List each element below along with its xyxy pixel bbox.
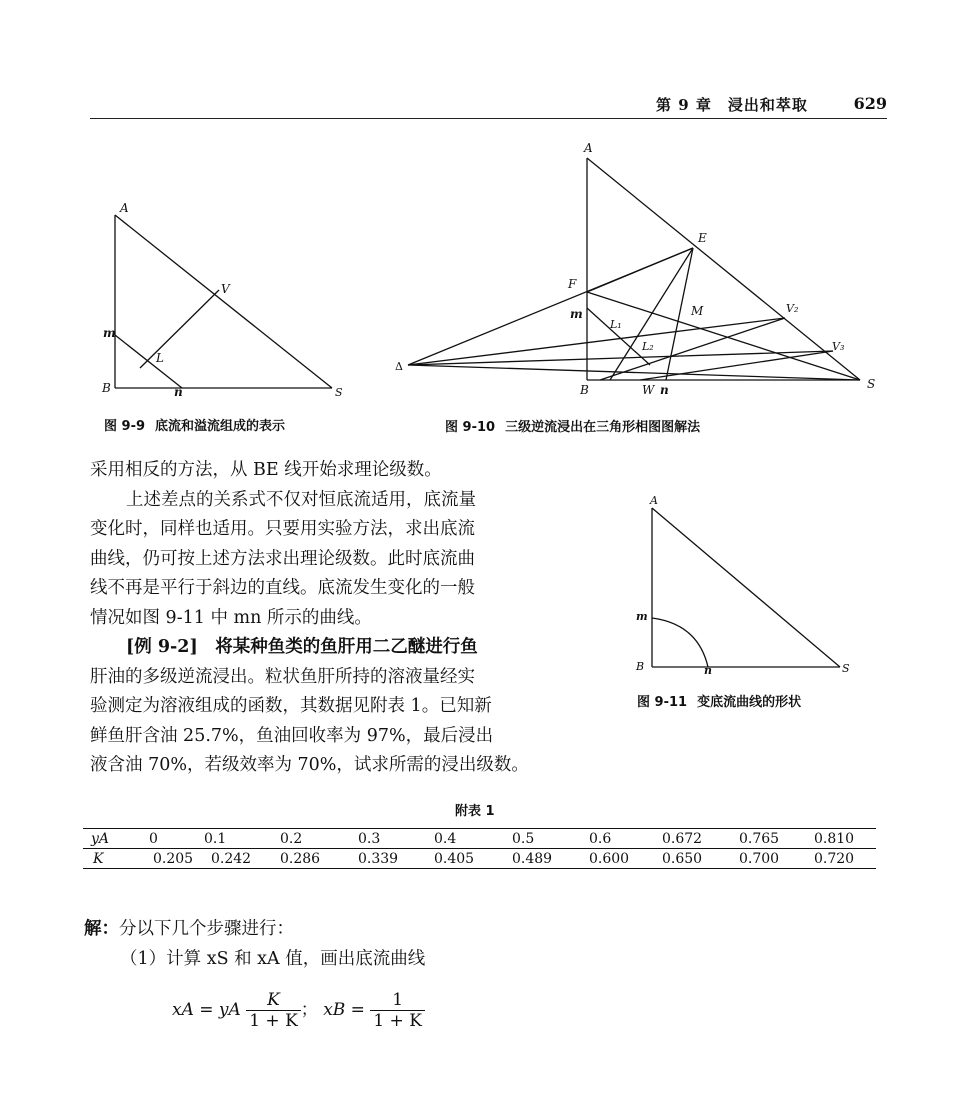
text-line: 验测定为溶液组成的函数，其数据见附表 1。已知新 — [90, 696, 492, 716]
label-m: m — [570, 307, 583, 321]
caption-number: 图 9-11 — [637, 695, 688, 710]
table-title: 附表 1 — [455, 804, 495, 819]
table-row — [83, 849, 876, 869]
text-line: 液含油 70%，若级效率为 70%，试求所需的浸出级数。 — [90, 755, 529, 775]
text-line: 肝油的多级逆流浸出。粒状鱼肝所持的溶液量经实 — [90, 666, 475, 687]
caption-text: 三级逆流浸出在三角形相图图解法 — [505, 420, 701, 435]
table-cell: 0 — [149, 829, 204, 849]
caption-number: 图 9-9 — [104, 419, 146, 434]
page-number: 629 — [853, 94, 887, 113]
text-line: 情况如图 9-11 中 mn 所示的曲线。 — [90, 607, 372, 628]
denominator: 1 + K — [373, 1011, 422, 1031]
label-A: A — [120, 201, 129, 215]
table-cell: 0.600 — [589, 849, 662, 869]
caption-fig-9-10 — [445, 416, 700, 435]
text-line: 上述差点的关系式不仅对恒底流适用，底流量 — [126, 489, 476, 510]
solution-line — [84, 914, 425, 944]
example-heading-line: [例 9-2] 将某种鱼类的鱼肝用二乙醚进行鱼 — [126, 637, 478, 657]
solution-heading: 解： — [84, 919, 119, 939]
separator: ； — [300, 1000, 318, 1020]
table-cell-group — [149, 849, 280, 869]
label-L1: L₁ — [610, 318, 622, 331]
label-n: n — [174, 385, 183, 399]
table-cell: 0.720 — [814, 849, 876, 869]
table-cell: 0.672 — [662, 829, 739, 849]
table-row — [83, 829, 876, 849]
table-cell: 0.810 — [814, 829, 876, 849]
table-cell: 0.2 — [280, 829, 358, 849]
label-V3: V₃ — [832, 340, 845, 353]
label-V: V — [221, 282, 230, 296]
table-cell: 0.339 — [358, 849, 434, 869]
label-B: B — [580, 383, 589, 397]
label-m: m — [636, 610, 648, 623]
table-cell: 0.1 — [204, 829, 280, 849]
table-cell: 0.286 — [280, 849, 358, 869]
table-cell: 0.650 — [662, 849, 739, 869]
table-cell: 0.489 — [512, 849, 589, 869]
label-m: m — [103, 326, 116, 340]
label-V2: V₂ — [786, 302, 799, 315]
row-label: K — [83, 849, 149, 869]
formula — [172, 990, 425, 1031]
label-L2: L₂ — [642, 340, 654, 353]
table-cell: 0.242 — [211, 850, 252, 867]
table-cell: 0.765 — [739, 829, 814, 849]
formula-lhs1: xA = yA — [172, 1000, 241, 1020]
label-A: A — [650, 494, 658, 507]
chapter-title: 第 9 章 浸出和萃取 — [656, 96, 808, 114]
figure-9-9 — [92, 195, 362, 405]
label-S: S — [335, 386, 343, 399]
fraction — [370, 990, 425, 1031]
label-delta: Δ — [395, 360, 403, 373]
fraction — [246, 990, 301, 1031]
solution-block — [84, 914, 425, 974]
label-A: A — [584, 141, 593, 155]
table-cell: 0.700 — [739, 849, 814, 869]
text-line: 变化时，同样也适用。只要用实验方法，求出底流 — [90, 519, 475, 539]
text-line: 采用相反的方法，从 BE 线开始求理论级数。 — [90, 460, 442, 480]
label-F: F — [568, 277, 577, 291]
data-table — [83, 828, 876, 869]
table-cell: 0.4 — [434, 829, 512, 849]
solution-step: （1）计算 xS 和 xA 值，画出底流曲线 — [120, 949, 426, 969]
label-W: W — [642, 383, 655, 397]
body-text — [90, 456, 529, 781]
label-B: B — [636, 660, 645, 673]
numerator: 1 — [370, 990, 425, 1011]
text-line: 鲜鱼肝含油 25.7%，鱼油回收率为 97%，最后浸出 — [90, 725, 494, 746]
caption-fig-9-11 — [637, 691, 801, 710]
solution-intro: 分以下几个步骤进行： — [119, 919, 294, 939]
figure-9-11 — [628, 492, 868, 682]
table-cell: 0.405 — [434, 849, 512, 869]
table-cell: 0.5 — [512, 829, 589, 849]
label-n: n — [704, 664, 712, 677]
denominator: 1 + K — [249, 1011, 298, 1031]
label-S: S — [867, 377, 876, 391]
label-B: B — [102, 381, 111, 395]
label-L: L — [156, 351, 164, 365]
table-cell: 0.3 — [358, 829, 434, 849]
caption-text: 底流和溢流组成的表示 — [155, 419, 286, 434]
caption-fig-9-9 — [104, 415, 285, 434]
caption-text: 变底流曲线的形状 — [697, 695, 802, 710]
row-label: yA — [83, 829, 149, 849]
page-header — [90, 92, 887, 119]
caption-number: 图 9-10 — [445, 420, 496, 435]
label-M: M — [691, 304, 704, 318]
label-E: E — [698, 231, 707, 245]
text-line: 曲线，仍可按上述方法求出理论级数。此时底流曲 — [90, 548, 475, 569]
figure-9-10 — [390, 138, 890, 408]
text-line: 线不再是平行于斜边的直线。底流发生变化的一般 — [90, 578, 475, 598]
table-cell: 0.6 — [589, 829, 662, 849]
formula-lhs2: xB = — [323, 1000, 365, 1020]
numerator: K — [246, 990, 301, 1011]
label-S: S — [842, 662, 850, 675]
label-n: n — [660, 383, 669, 397]
table-cell: 0.205 — [153, 850, 194, 867]
